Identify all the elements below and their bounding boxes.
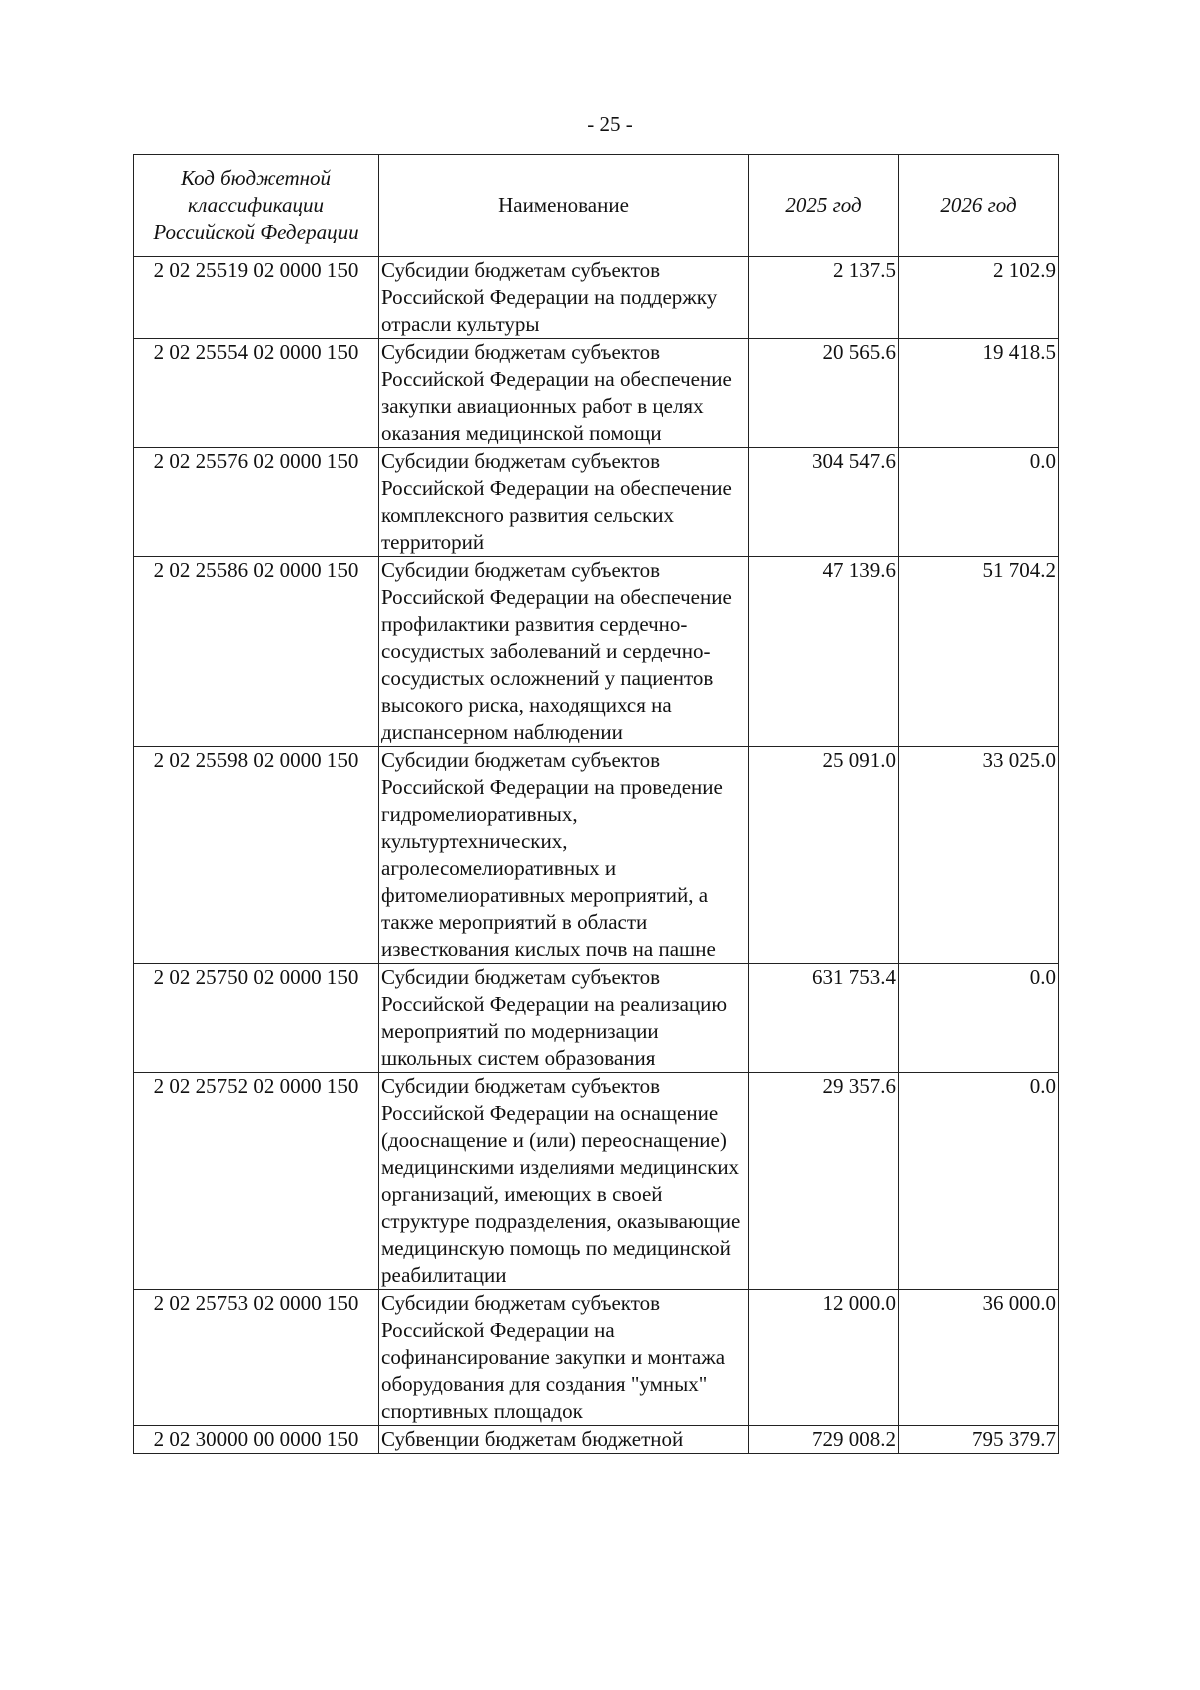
header-code: Код бюджетной классификации Российской Федерации bbox=[134, 155, 379, 257]
row-2025: 631 753.4 bbox=[749, 964, 899, 1073]
table-row bbox=[134, 747, 1059, 964]
row-code: 2 02 25753 02 0000 150 bbox=[134, 1290, 379, 1426]
row-name: Субвенции бюджетам бюджетной bbox=[379, 1426, 749, 1454]
row-name: Субсидии бюджетам субъектов Российской Федерации на реализацию мероприятий по модернизации школьных систем образования bbox=[379, 964, 749, 1073]
table-row bbox=[134, 1073, 1059, 1290]
row-2025: 25 091.0 bbox=[749, 747, 899, 964]
row-2026: 795 379.7 bbox=[899, 1426, 1059, 1454]
table-row bbox=[134, 1426, 1059, 1454]
row-2026: 19 418.5 bbox=[899, 339, 1059, 448]
row-name: Субсидии бюджетам субъектов Российской Федерации на софинансирование закупки и монтажа оборудования для создания "умных" спортивных площадок bbox=[379, 1290, 749, 1426]
row-code: 2 02 25519 02 0000 150 bbox=[134, 257, 379, 339]
row-2026: 36 000.0 bbox=[899, 1290, 1059, 1426]
table-row bbox=[134, 1290, 1059, 1426]
row-code: 2 02 30000 00 0000 150 bbox=[134, 1426, 379, 1454]
row-name: Субсидии бюджетам субъектов Российской Федерации на обеспечение комплексного развития сельских территорий bbox=[379, 448, 749, 557]
row-code: 2 02 25576 02 0000 150 bbox=[134, 448, 379, 557]
row-2025: 12 000.0 bbox=[749, 1290, 899, 1426]
row-code: 2 02 25752 02 0000 150 bbox=[134, 1073, 379, 1290]
table-row bbox=[134, 257, 1059, 339]
row-2025: 47 139.6 bbox=[749, 557, 899, 747]
row-2026: 2 102.9 bbox=[899, 257, 1059, 339]
row-code: 2 02 25586 02 0000 150 bbox=[134, 557, 379, 747]
page-number: - 25 - bbox=[587, 112, 633, 136]
budget-table bbox=[133, 154, 1059, 1454]
row-name: Субсидии бюджетам субъектов Российской Федерации на обеспечение закупки авиационных работ в целях оказания медицинской помощи bbox=[379, 339, 749, 448]
row-name: Субсидии бюджетам субъектов Российской Федерации на поддержку отрасли культуры bbox=[379, 257, 749, 339]
header-2026: 2026 год bbox=[899, 155, 1059, 257]
table-row bbox=[134, 557, 1059, 747]
row-name: Субсидии бюджетам субъектов Российской Федерации на проведение гидромелиоративных, культуртехнических, агролесомелиоративных и фитомелиоративных мероприятий, а также мероприятий в области известкования кислых почв на пашне bbox=[379, 747, 749, 964]
header-name: Наименование bbox=[379, 155, 749, 257]
row-2026: 33 025.0 bbox=[899, 747, 1059, 964]
row-name: Субсидии бюджетам субъектов Российской Федерации на оснащение (дооснащение и (или) переоснащение) медицинскими изделиями медицинских организаций, имеющих в своей структуре подразделения, оказывающие медицинскую помощь по медицинской реабилитации bbox=[379, 1073, 749, 1290]
row-2026: 0.0 bbox=[899, 448, 1059, 557]
row-2026: 51 704.2 bbox=[899, 557, 1059, 747]
row-2025: 29 357.6 bbox=[749, 1073, 899, 1290]
row-2025: 304 547.6 bbox=[749, 448, 899, 557]
row-code: 2 02 25598 02 0000 150 bbox=[134, 747, 379, 964]
row-2025: 729 008.2 bbox=[749, 1426, 899, 1454]
row-2025: 20 565.6 bbox=[749, 339, 899, 448]
table-row bbox=[134, 448, 1059, 557]
row-name: Субсидии бюджетам субъектов Российской Федерации на обеспечение профилактики развития сердечно-сосудистых заболеваний и сердечно-сосудистых осложнений у пациентов высокого риска, находящихся на диспансерном наблюдении bbox=[379, 557, 749, 747]
table-header-row bbox=[134, 155, 1059, 257]
row-code: 2 02 25750 02 0000 150 bbox=[134, 964, 379, 1073]
table-row bbox=[134, 339, 1059, 448]
table-row bbox=[134, 964, 1059, 1073]
header-2025: 2025 год bbox=[749, 155, 899, 257]
row-code: 2 02 25554 02 0000 150 bbox=[134, 339, 379, 448]
row-2025: 2 137.5 bbox=[749, 257, 899, 339]
row-2026: 0.0 bbox=[899, 964, 1059, 1073]
row-2026: 0.0 bbox=[899, 1073, 1059, 1290]
